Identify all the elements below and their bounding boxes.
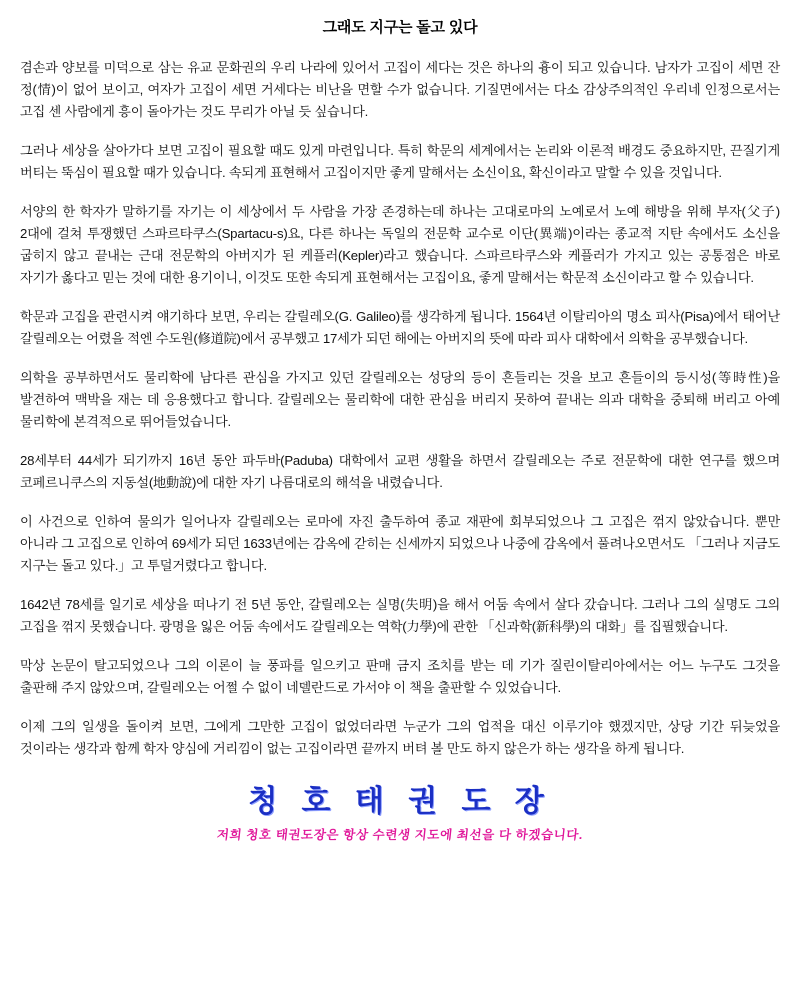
paragraph: 서양의 한 학자가 말하기를 자기는 이 세상에서 두 사람을 가장 존경하는데 하나는 고대로마의 노예로서 노예 해방을 위해 부자(父子) 2대에 걸쳐 투쟁했던 스파르타쿠스(Spartacu-s)요, 다른 하나는 독일의 전문학 교수로 이단(異端)이라는 종교적 지탄 속에서도 소신을 굽히지 않고 끝내는 근대 전문학의 아버지가 된 케플러(Kepler)라고 했습니다. 스파르타쿠스와 케플러가 가지고 있는 공통점은 바로 자기가 옳다고 믿는 것에 대한 용기이니, 이것도 또한 속되게 표현해서는 고집이요, 좋게 말해서는 학문적 소신이라고 할 수 있습니다. — [20, 204, 780, 285]
footer-banner — [20, 784, 780, 844]
dojang-slogan: 저희 청호 태권도장은 항상 수련생 지도에 최선을 다 하겠습니다. — [216, 828, 584, 842]
paragraph: 막상 논문이 탈고되었으나 그의 이론이 늘 풍파를 일으키고 판매 금지 조치를 받는 데 기가 질린이탈리아에서는 어느 누구도 그것을 출판해 주지 않았으며, 갈릴레오는 어쩔 수 없이 네델란드로 가서야 이 책을 출판할 수 있었습니다. — [20, 658, 780, 695]
paragraph: 그러나 세상을 살아가다 보면 고집이 필요할 때도 있게 마련입니다. 특히 학문의 세계에서는 논리와 이론적 배경도 중요하지만, 끈질기게 버티는 뚝심이 필요할 때가 있습니다. 속되게 표현해서 고집이지만 좋게 말해서는 소신이요, 확신이라고 말할 수 있을 것입니다. — [20, 143, 780, 180]
paragraph: 의학을 공부하면서도 물리학에 남다른 관심을 가지고 있던 갈릴레오는 성당의 등이 흔들리는 것을 보고 흔들이의 등시성(等時性)을 발견하여 맥박을 재는 데 응용했다고 합니다. 갈릴레오는 물리학에 대한 관심을 버리지 못하여 끝내는 의과 대학을 중퇴해 버리고 아예 물리학에 본격적으로 뛰어들었습니다. — [20, 370, 780, 429]
paragraph: 이 사건으로 인하여 물의가 일어나자 갈릴레오는 로마에 자진 출두하여 종교 재판에 회부되었으나 그 고집은 꺾지 않았습니다. 뿐만 아니라 그 고집으로 인하여 69세가 되던 1633년에는 감옥에 갇히는 신세까지 되었으나 나중에 감옥에서 풀려나오면서도 「그러나 지금도 지구는 돌고 있다.」고 투덜거렸다고 합니다. — [20, 514, 780, 573]
paragraph: 겸손과 양보를 미덕으로 삼는 유교 문화권의 우리 나라에 있어서 고집이 세다는 것은 하나의 흉이 되고 있습니다. 남자가 고집이 세면 잔 정(情)이 없어 보이고, 여자가 고집이 세면 거세다는 비난을 면할 수가 없습니다. 기질면에서는 다소 감상주의적인 우리네 인정으로서는 고집 센 사람에게 흥이 돌아가는 것도 무리가 아닐 듯 싶습니다. — [20, 60, 780, 119]
paragraph: 학문과 고집을 관련시켜 얘기하다 보면, 우리는 갈릴레오(G. Galileo)를 생각하게 됩니다. 1564년 이탈리아의 명소 피사(Pisa)에서 태어난 갈릴레오는 어렸을 적엔 수도원(修道院)에서 공부했고 17세가 되던 해에는 아버지의 뜻에 따라 피사 대학에서 의학을 공부했습니다. — [20, 309, 780, 346]
paragraph: 1642년 78세를 일기로 세상을 떠나기 전 5년 동안, 갈릴레오는 실명(失明)을 해서 어둠 속에서 살다 갔습니다. 그러나 그의 실명도 그의 고집을 꺾지 못했습니다. 광명을 잃은 어둠 속에서도 갈릴레오는 역학(力學)에 관한 「신과학(新科學)의 대화」를 집필했습니다. — [20, 597, 780, 634]
page-title: 그래도 지구는 돌고 있다 — [322, 19, 478, 36]
paragraph: 28세부터 44세가 되기까지 16년 동안 파두바(Paduba) 대학에서 교편 생활을 하면서 갈릴레오는 주로 전문학에 대한 연구를 했으며 코페르니쿠스의 지동설(地動說)에 대한 자기 나름대로의 해석을 내렸습니다. — [20, 453, 780, 490]
paragraph: 이제 그의 일생을 돌이켜 보면, 그에게 그만한 고집이 없었더라면 누군가 그의 업적을 대신 이루기야 했겠지만, 상당 기간 뒤늦었을 것이라는 생각과 함께 학자 양심에 거리낌이 없는 고집이라면 끝까지 버텨 볼 만도 하지 않은가 하는 생각을 하게 됩니다. — [20, 719, 780, 756]
dojang-logo-text: 청 호 태 권 도 장 — [248, 785, 552, 818]
